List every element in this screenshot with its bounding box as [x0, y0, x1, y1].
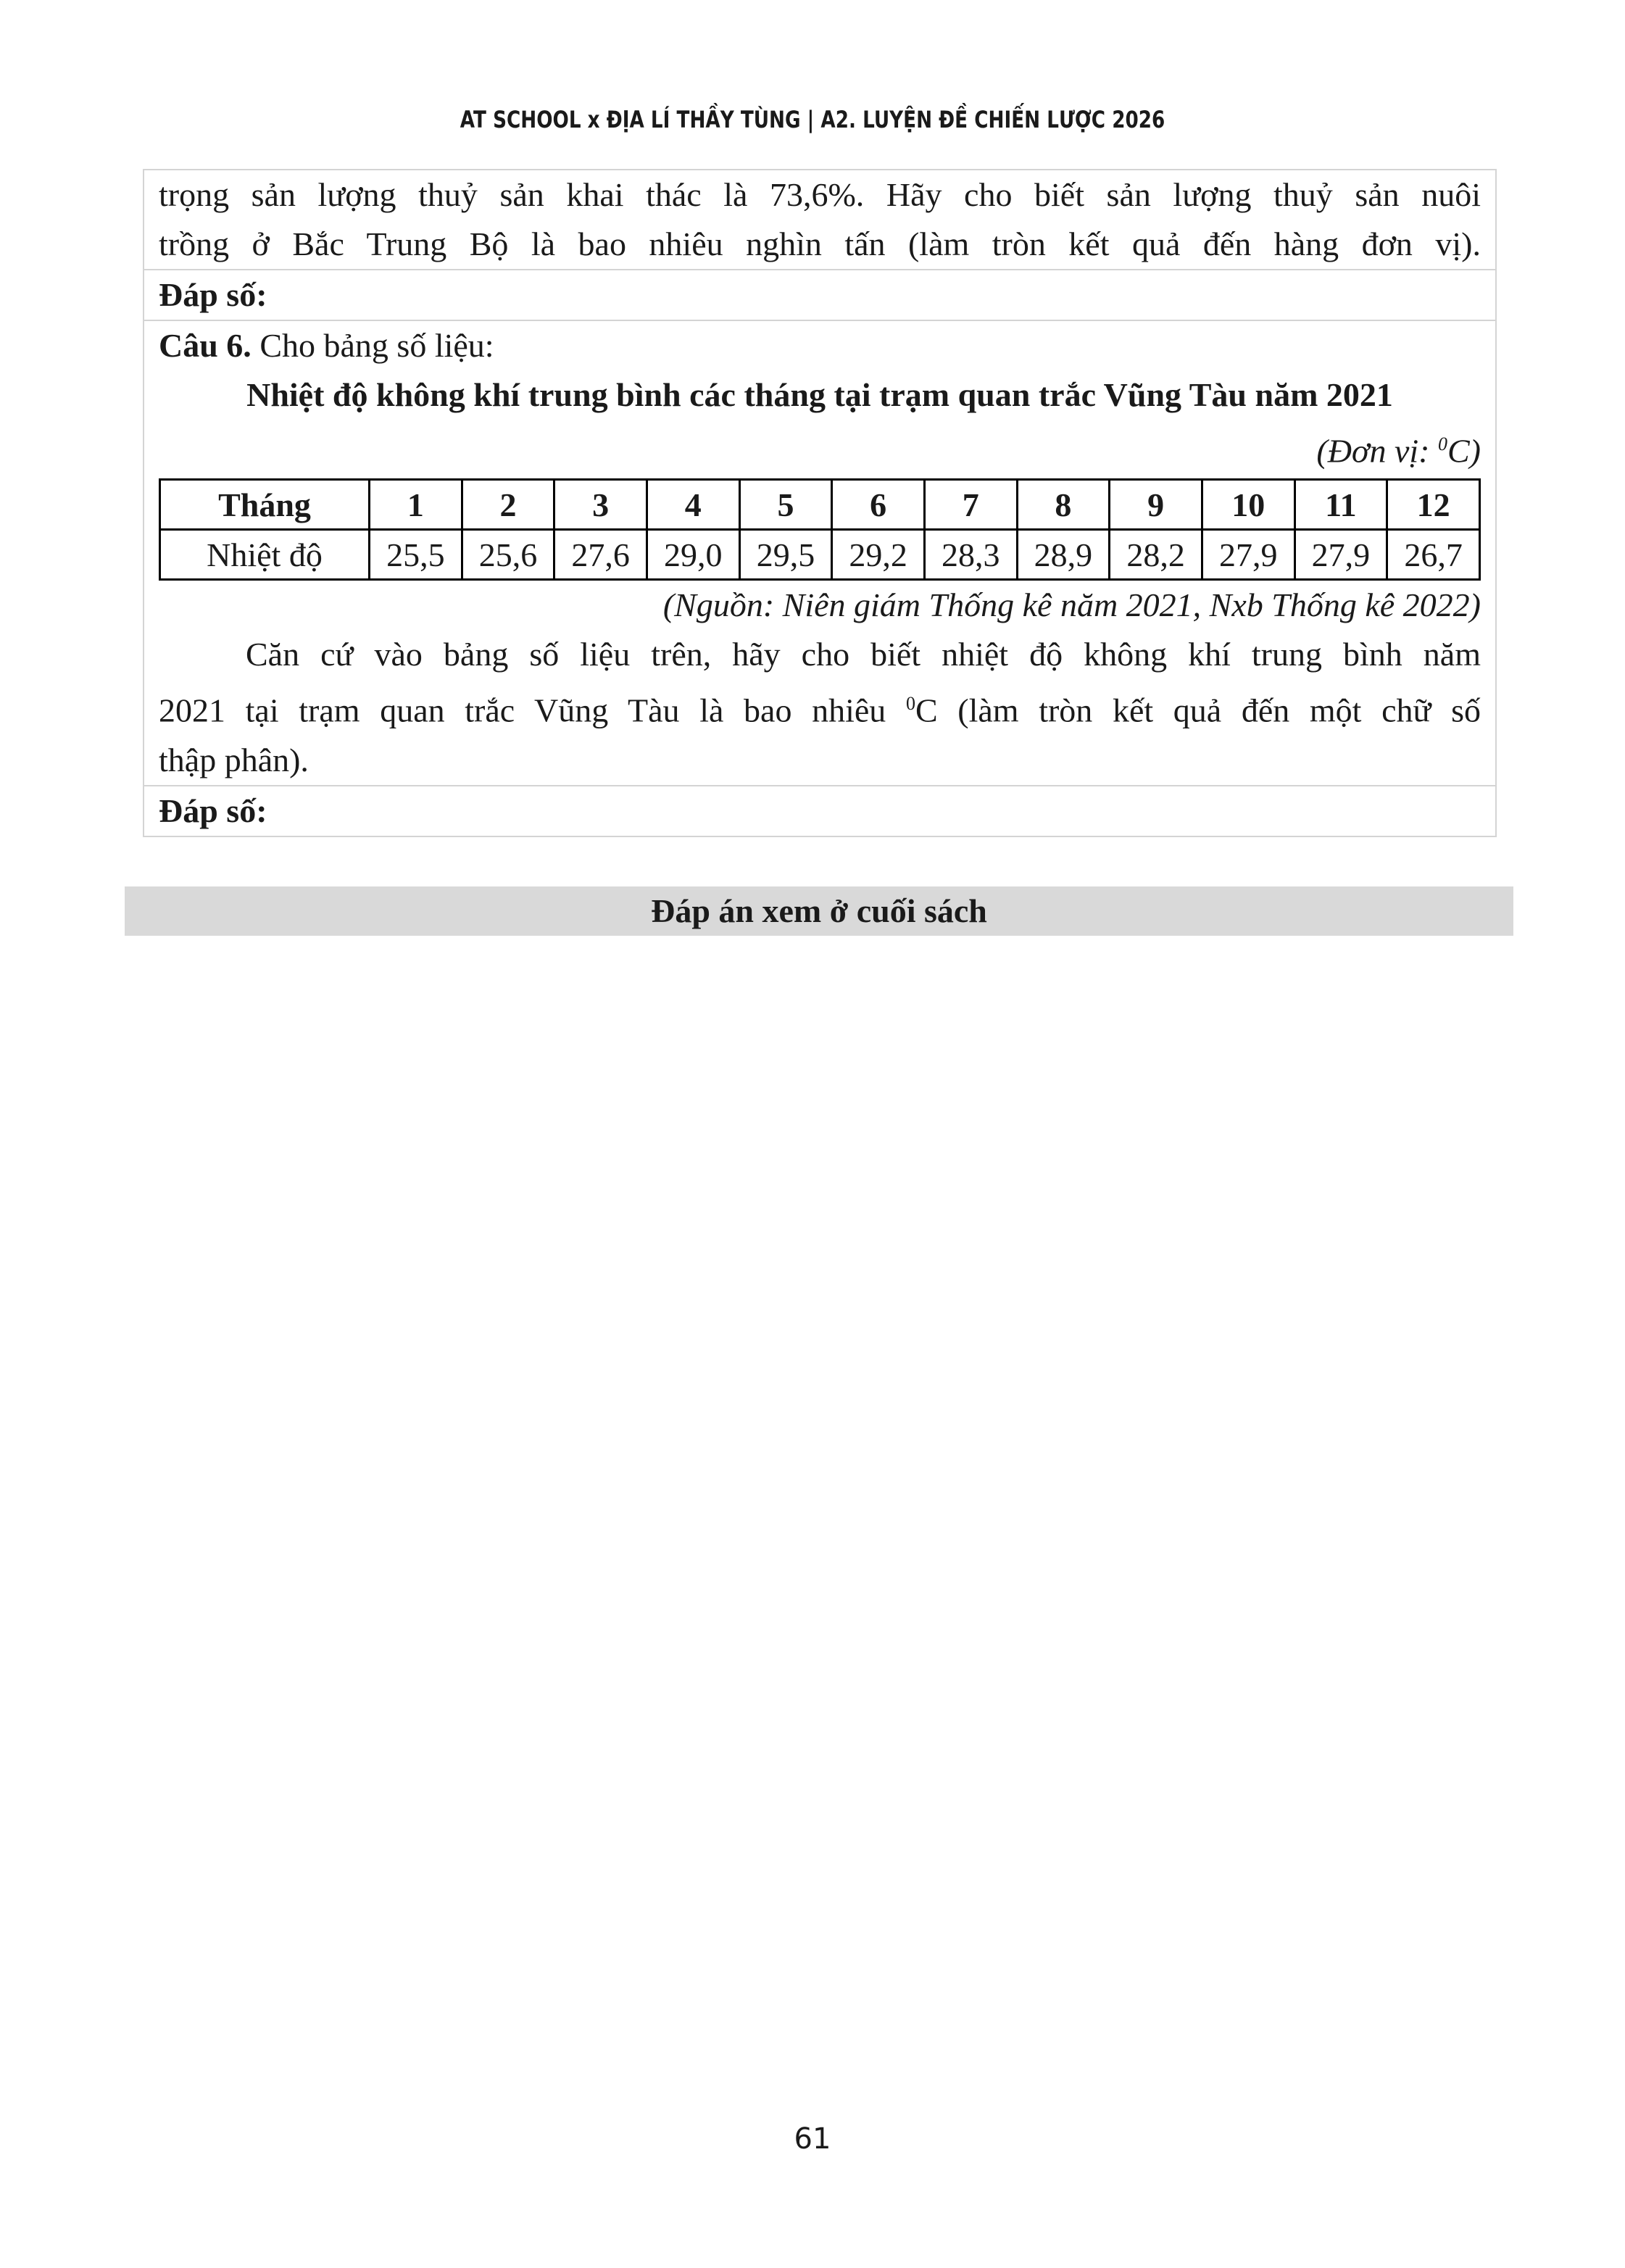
q6-answer-row: [144, 786, 1495, 836]
month-cell: 10: [1202, 480, 1294, 530]
q6-label: Câu 6.: [159, 327, 252, 364]
q6-question-line-3: thập phân).: [159, 741, 309, 778]
temp-cell: 27,9: [1294, 530, 1387, 580]
page-number: 61: [794, 2122, 831, 2156]
month-row: [160, 480, 1480, 530]
temp-cell: 26,7: [1387, 530, 1480, 580]
month-cell: 12: [1387, 480, 1480, 530]
table-source: (Nguồn: Niên giám Thống kê năm 2021, Nxb Thống kê 2022): [662, 586, 1481, 624]
unit-suffix: C): [1447, 432, 1481, 470]
q6-row: [144, 321, 1495, 786]
question-box: [143, 169, 1497, 837]
temp-cell: 27,6: [554, 530, 647, 580]
month-cell: 8: [1017, 480, 1110, 530]
table-title: Nhiệt độ không khí trung bình các tháng tại trạm quan trắc Vũng Tàu năm 2021: [246, 376, 1393, 413]
q5-line-1: trọng sản lượng thuỷ sản khai thác là 73,6%. Hãy cho biết sản lượng thuỷ sản nuôi: [159, 176, 1481, 213]
q6-intro: [159, 321, 1481, 370]
temperature-table: [159, 478, 1481, 581]
q5-answer-row: [144, 270, 1495, 321]
month-cell: 9: [1110, 480, 1202, 530]
temp-cell: 28,9: [1017, 530, 1110, 580]
temp-row: [160, 530, 1480, 580]
temp-cell: 27,9: [1202, 530, 1294, 580]
temp-header: Nhiệt độ: [160, 530, 370, 580]
q6-answer-label: Đáp số:: [159, 792, 267, 829]
unit-sup: 0: [1438, 433, 1447, 454]
month-cell: 2: [462, 480, 554, 530]
table-unit: [159, 420, 1481, 475]
answer-note-bar: Đáp án xem ở cuối sách: [125, 886, 1513, 936]
month-cell: 7: [924, 480, 1017, 530]
month-cell: 4: [647, 480, 739, 530]
q5-line-2: trồng ở Bắc Trung Bộ là bao nhiêu nghìn tấn (làm tròn kết quả đến hàng đơn vị).: [159, 225, 1481, 262]
month-cell: 6: [832, 480, 925, 530]
temp-cell: 28,2: [1110, 530, 1202, 580]
q6-question-sup: 0: [905, 693, 915, 715]
temp-cell: 25,5: [370, 530, 462, 580]
q6-question-part-a: 2021 tại trạm quan trắc Vũng Tàu là bao nhiêu: [159, 691, 906, 729]
month-cell: 1: [370, 480, 462, 530]
q5-answer-label: Đáp số:: [159, 276, 267, 313]
unit-prefix: (Đơn vị:: [1316, 432, 1438, 470]
month-cell: 11: [1294, 480, 1387, 530]
temp-cell: 28,3: [924, 530, 1017, 580]
temp-cell: 29,0: [647, 530, 739, 580]
month-header: Tháng: [160, 480, 370, 530]
q5-text-row: [144, 170, 1495, 270]
q6-question-line-1: Căn cứ vào bảng số liệu trên, hãy cho biết nhiệt độ không khí trung bình năm: [246, 636, 1481, 673]
q6-question-line-2: [159, 679, 1481, 735]
month-cell: 5: [739, 480, 832, 530]
q6-intro-text: Cho bảng số liệu:: [251, 327, 494, 364]
month-cell: 3: [554, 480, 647, 530]
temp-cell: 25,6: [462, 530, 554, 580]
temp-cell: 29,2: [832, 530, 925, 580]
page-header: AT SCHOOL x ĐỊA LÍ THẦY TÙNG | A2. LUYỆN ĐỀ CHIẾN LƯỢC 2026: [460, 106, 1165, 133]
temp-cell: 29,5: [739, 530, 832, 580]
q6-question-part-b: C (làm tròn kết quả đến một chữ số: [915, 691, 1481, 729]
